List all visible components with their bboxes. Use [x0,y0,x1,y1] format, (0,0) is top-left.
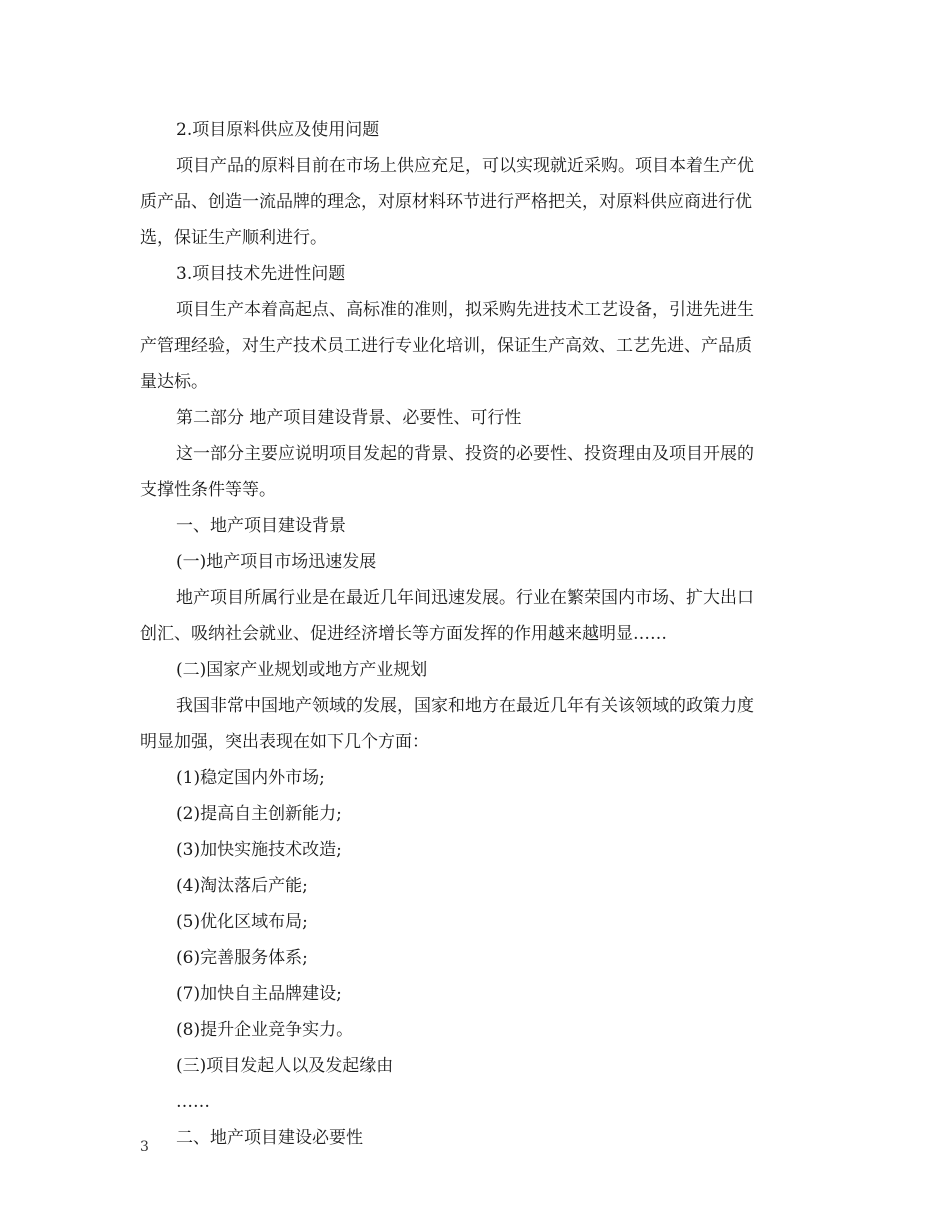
document-body [140,112,812,1156]
text-line: (4)淘汰落后产能; [176,876,308,896]
text-line: (二)国家产业规划或地方产业规划 [176,660,428,680]
text-line: …… [176,1092,210,1112]
text-line: 二、地产项目建设必要性 [176,1128,363,1148]
text-line: (三)项目发起人以及发起缘由 [176,1056,394,1076]
text-line: 3.项目技术先进性问题 [176,264,346,284]
text-line: 项目产品的原料目前在市场上供应充足，可以实现就近采购。项目本着生产优 [176,156,754,176]
page-number: 3 [140,1139,149,1155]
text-line: 量达标。 [140,372,208,392]
text-line: 产管理经验，对生产技术员工进行专业化培训，保证生产高效、工艺先进、产品质 [140,336,752,356]
text-line: 创汇、吸纳社会就业、促进经济增长等方面发挥的作用越来越明显…… [140,624,667,644]
text-line: 2.项目原料供应及使用问题 [176,120,380,140]
text-line: 项目生产本着高起点、高标准的准则，拟采购先进技术工艺设备，引进先进生 [176,300,754,320]
text-line: (6)完善服务体系; [176,948,308,968]
text-line: 明显加强，突出表现在如下几个方面： [140,732,429,752]
text-line: (一)地产项目市场迅速发展 [176,552,377,572]
text-line: (5)优化区域布局; [176,912,308,932]
text-line: (1)稳定国内外市场; [176,768,325,788]
text-line: (3)加快实施技术改造; [176,840,342,860]
text-line: 支撑性条件等等。 [140,480,276,500]
text-line: 地产项目所属行业是在最近几年间迅速发展。行业在繁荣国内市场、扩大出口 [176,588,754,608]
text-line: 质产品、创造一流品牌的理念，对原材料环节进行严格把关，对原料供应商进行优 [140,192,752,212]
text-line: 选，保证生产顺利进行。 [140,228,327,248]
text-line: 这一部分主要应说明项目发起的背景、投资的必要性、投资理由及项目开展的 [176,444,754,464]
text-line: (2)提高自主创新能力; [176,804,342,824]
text-line: (7)加快自主品牌建设; [176,984,342,1004]
text-line: 我国非常中国地产领域的发展，国家和地方在最近几年有关该领域的政策力度 [176,696,754,716]
text-line: 一、地产项目建设背景 [176,516,346,536]
text-line: (8)提升企业竞争实力。 [176,1020,354,1040]
text-line: 第二部分 地产项目建设背景、必要性、可行性 [176,408,522,428]
